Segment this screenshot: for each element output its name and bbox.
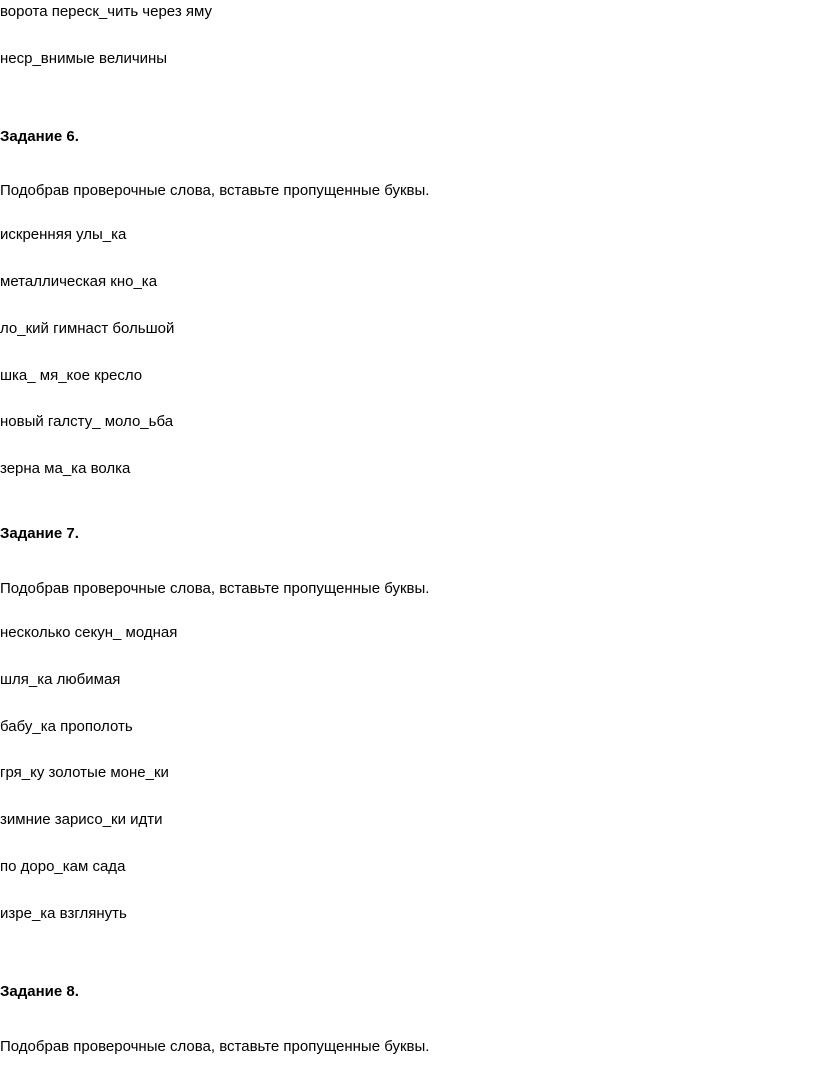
task-6-instruction: Подобрав проверочные слова, вставьте пропущенные буквы. bbox=[0, 182, 430, 199]
exercise-line: ло_кий гимнаст большой bbox=[0, 320, 175, 337]
exercise-line: ворота переск_чить через яму bbox=[0, 3, 212, 20]
exercise-line: изре_ка взглянуть bbox=[0, 905, 127, 922]
task-7-heading: Задание 7. bbox=[0, 525, 79, 542]
exercise-line: по доро_кам сада bbox=[0, 858, 126, 875]
exercise-line: металлическая кно_ка bbox=[0, 273, 158, 290]
task-8-instruction: Подобрав проверочные слова, вставьте пропущенные буквы. bbox=[0, 1038, 430, 1055]
task-8-heading: Задание 8. bbox=[0, 983, 79, 1000]
exercise-line: неср_внимые величины bbox=[0, 50, 168, 67]
exercise-line: гря_ку золотые моне_ки bbox=[0, 764, 169, 781]
exercise-line: зерна ма_ка волка bbox=[0, 460, 131, 477]
exercise-line: шка_ мя_кое кресло bbox=[0, 367, 143, 384]
task-6-heading: Задание 6. bbox=[0, 128, 79, 145]
exercise-line: зимние зарисо_ки идти bbox=[0, 811, 163, 828]
exercise-line: шля_ка любимая bbox=[0, 671, 121, 688]
exercise-line: несколько секун_ модная bbox=[0, 624, 178, 641]
exercise-line: новый галсту_ моло_ьба bbox=[0, 413, 174, 430]
task-7-instruction: Подобрав проверочные слова, вставьте пропущенные буквы. bbox=[0, 580, 430, 597]
exercise-line: бабу_ка прополоть bbox=[0, 718, 133, 735]
exercise-line: искренняя улы_ка bbox=[0, 226, 127, 243]
